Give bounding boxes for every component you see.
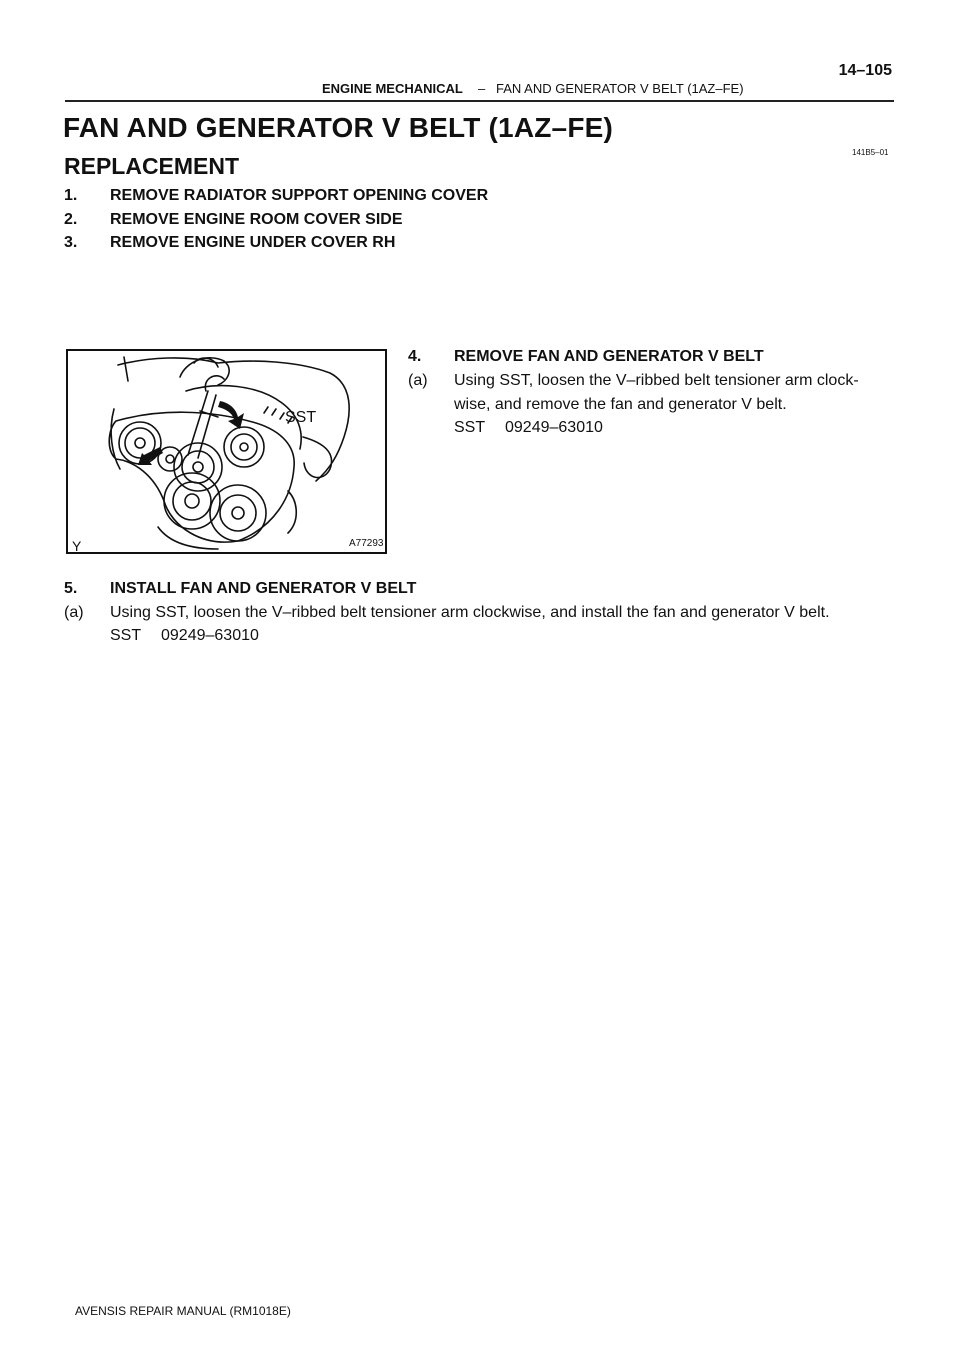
step-number: 5. bbox=[64, 580, 78, 597]
header-subtitle: FAN AND GENERATOR V BELT (1AZ–FE) bbox=[496, 81, 744, 96]
step-4a-sst-number: 09249–63010 bbox=[505, 419, 603, 436]
step-text: REMOVE ENGINE UNDER COVER RH bbox=[110, 234, 396, 251]
section-title: REPLACEMENT bbox=[64, 153, 240, 179]
step-text: REMOVE FAN AND GENERATOR V BELT bbox=[454, 348, 764, 365]
header-section: ENGINE MECHANICAL bbox=[322, 81, 463, 96]
figure-label-sst: SST bbox=[285, 409, 317, 426]
step-4a-line2: wise, and remove the fan and generator V belt. bbox=[454, 396, 787, 413]
step-number: 4. bbox=[408, 348, 422, 365]
step-5a-sst-number: 09249–63010 bbox=[161, 627, 259, 644]
substep-number: (a) bbox=[64, 604, 84, 621]
header-separator: – bbox=[478, 81, 486, 96]
step-number: 2. bbox=[64, 211, 78, 228]
substep-text-line1: Using SST, loosen the V–ribbed belt tensioner arm clockwise, and install the fan and generator V belt. bbox=[110, 604, 830, 621]
substep-number: (a) bbox=[408, 372, 428, 389]
step-number: 1. bbox=[64, 187, 78, 204]
page-number: 14–105 bbox=[838, 62, 892, 79]
step-5a-sst-label: SST bbox=[110, 627, 142, 644]
substep-text-line1: Using SST, loosen the V–ribbed belt tensioner arm clock- bbox=[454, 372, 859, 389]
document-code: 141B5–01 bbox=[852, 148, 889, 157]
figure-code: A77293 bbox=[349, 538, 384, 549]
header-rule bbox=[65, 100, 894, 102]
step-text: INSTALL FAN AND GENERATOR V BELT bbox=[110, 580, 417, 597]
belt-illustration bbox=[66, 349, 387, 554]
figure-mark: Y bbox=[72, 538, 82, 554]
engine-belt-drawing bbox=[68, 351, 387, 554]
page-title: FAN AND GENERATOR V BELT (1AZ–FE) bbox=[63, 112, 614, 143]
step-number: 3. bbox=[64, 234, 78, 251]
step-text: REMOVE RADIATOR SUPPORT OPENING COVER bbox=[110, 187, 489, 204]
step-text: REMOVE ENGINE ROOM COVER SIDE bbox=[110, 211, 403, 228]
footer-manual-name: AVENSIS REPAIR MANUAL (RM1018E) bbox=[75, 1304, 291, 1318]
step-4a-sst-label: SST bbox=[454, 419, 486, 436]
